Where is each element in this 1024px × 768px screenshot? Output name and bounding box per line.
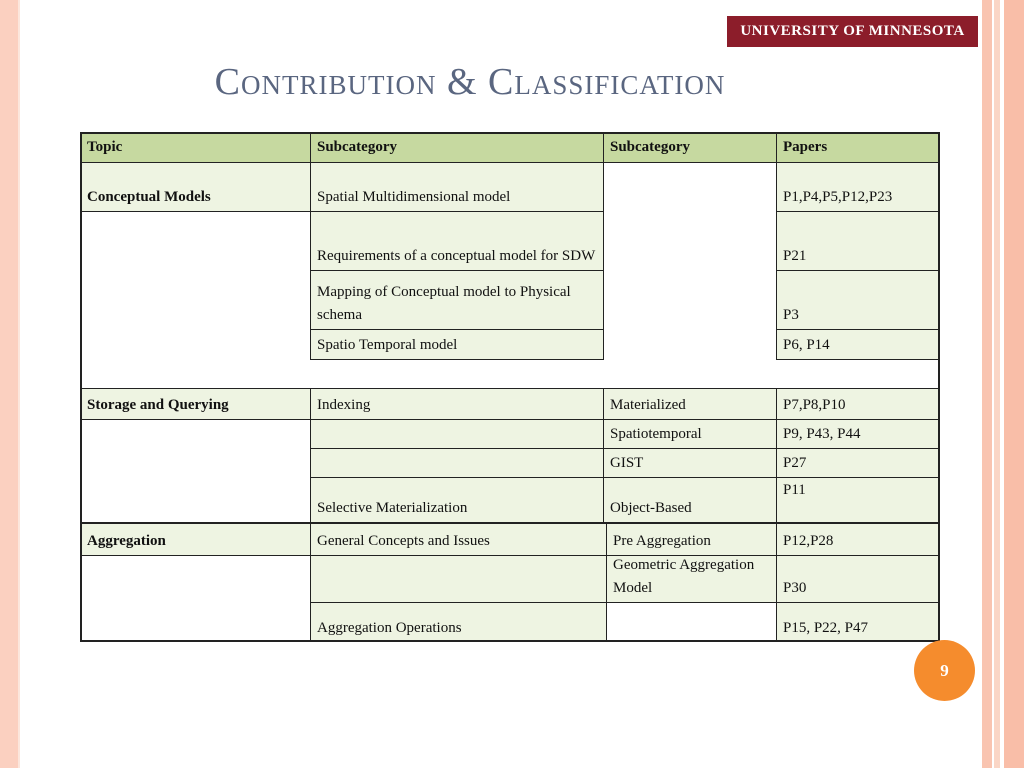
table-cell <box>310 419 603 448</box>
table-border <box>776 522 777 642</box>
topic-empty-cell <box>80 419 310 522</box>
table-cell: Requirements of a conceptual model for SDW <box>310 211 603 270</box>
table-border <box>310 329 604 330</box>
papers-cell: P15, P22, P47 <box>776 602 940 642</box>
table-cell <box>606 602 776 642</box>
header-papers: Papers <box>776 132 940 162</box>
papers-cell: P12,P28 <box>776 522 940 555</box>
table-cell: Spatiotemporal <box>603 419 776 448</box>
table-border <box>310 602 940 603</box>
right-decor-stripe <box>994 0 1000 768</box>
table-border <box>310 211 604 212</box>
table-cell: Spatial Multidimensional model <box>310 162 603 211</box>
topic-empty-cell <box>80 555 310 642</box>
table-cell: Pre Aggregation <box>606 522 776 555</box>
classification-table <box>80 132 940 642</box>
table-cell: Selective Materialization <box>310 477 603 522</box>
topic-storage-querying: Storage and Querying <box>80 388 310 419</box>
table-border <box>310 132 311 359</box>
table-border <box>80 211 311 212</box>
table-cell: Mapping of Conceptual model to Physical schema <box>310 270 603 329</box>
table-border <box>310 270 604 271</box>
topic-aggregation: Aggregation <box>80 522 310 555</box>
table-border <box>310 477 940 478</box>
papers-cell: P9, P43, P44 <box>776 419 940 448</box>
header-subcategory-2: Subcategory <box>603 132 776 162</box>
header-subcategory-1: Subcategory <box>310 132 603 162</box>
slide-title: Contribution & Classification <box>214 61 726 103</box>
right-decor-stripe <box>1004 0 1024 768</box>
papers-cell: P3 <box>776 270 940 329</box>
table-border <box>776 359 940 360</box>
table-border <box>80 388 940 389</box>
left-decor-stripe-thin <box>18 0 20 768</box>
table-cell: Materialized <box>603 388 776 419</box>
table-border <box>776 388 777 522</box>
topic-conceptual-models: Conceptual Models <box>80 162 310 211</box>
table-cell: Object-Based <box>603 477 776 522</box>
table-cell <box>310 555 606 602</box>
header-topic: Topic <box>80 132 310 162</box>
table-border <box>606 522 607 642</box>
papers-cell: P11 <box>776 477 940 522</box>
papers-cell: P7,P8,P10 <box>776 388 940 419</box>
table-border <box>603 132 604 359</box>
spacer-row <box>80 359 940 388</box>
table-border <box>80 162 940 163</box>
table-border <box>603 388 604 522</box>
papers-cell: P21 <box>776 211 940 270</box>
table-border <box>938 132 940 642</box>
table-cell: Geometric Aggregation Model <box>606 555 776 602</box>
table-cell: Aggregation Operations <box>310 602 606 642</box>
table-cell <box>310 448 603 477</box>
table-cell: General Concepts and Issues <box>310 522 606 555</box>
table-border <box>310 419 940 420</box>
papers-cell: P30 <box>776 555 940 602</box>
university-logo: UNIVERSITY OF MINNESOTA <box>727 16 978 47</box>
table-border <box>310 388 311 522</box>
table-border <box>80 132 82 642</box>
left-decor-stripe <box>0 0 18 768</box>
table-border <box>80 419 311 420</box>
table-border <box>776 132 777 359</box>
table-cell: Spatio Temporal model <box>310 329 603 359</box>
table-border <box>776 211 940 212</box>
table-border <box>80 640 940 642</box>
papers-cell: P1,P4,P5,P12,P23 <box>776 162 940 211</box>
table-border <box>310 555 940 556</box>
table-border <box>80 555 311 556</box>
table-border <box>310 448 940 449</box>
table-border <box>776 270 940 271</box>
table-border <box>80 132 940 134</box>
papers-cell: P6, P14 <box>776 329 940 359</box>
subcategory-empty-cell <box>603 162 776 359</box>
table-border <box>310 359 604 360</box>
papers-cell: P27 <box>776 448 940 477</box>
table-cell: Indexing <box>310 388 603 419</box>
table-border <box>776 329 940 330</box>
table-border <box>310 522 311 642</box>
right-decor-stripe <box>982 0 992 768</box>
table-cell: GIST <box>603 448 776 477</box>
slide-number-badge: 9 <box>914 640 975 701</box>
table-border <box>80 522 940 524</box>
